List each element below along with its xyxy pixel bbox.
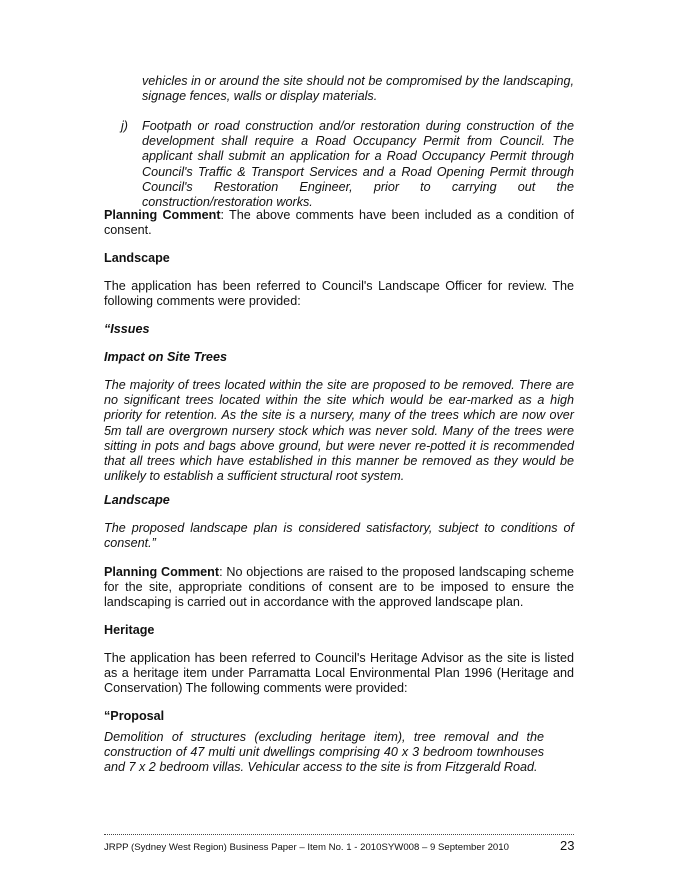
planning-comment-2-text: : No objections are raised to the proposed landscaping scheme for the site, appropriate conditions of consent are to be imposed to ensure the landscaping is carried out in accordance with the approved landscape plan. bbox=[104, 565, 575, 610]
page-number: 23 bbox=[560, 838, 575, 853]
issues-heading: “Issues bbox=[104, 322, 150, 336]
landscape-intro: The application has been referred to Council's Landscape Officer for review. The following comments were provided: bbox=[104, 279, 574, 309]
continuation-paragraph: vehicles in or around the site should not be compromised by the landscaping, signage fences, walls or display materials. bbox=[142, 74, 574, 104]
landscape-heading: Landscape bbox=[104, 251, 170, 265]
impact-heading: Impact on Site Trees bbox=[104, 350, 227, 364]
planning-comment-1-label: Planning Comment bbox=[104, 208, 221, 222]
heritage-intro: The application has been referred to Council's Heritage Advisor as the site is listed as a heritage item under Parramatta Local Environmental Plan 1996 (Heritage and Conservation) The following comments were provided: bbox=[104, 651, 574, 696]
footer-text: JRPP (Sydney West Region) Business Paper – Item No. 1 - 2010SYW008 – 9 September 2010 bbox=[104, 842, 509, 853]
planning-comment-2-label: Planning Comment bbox=[104, 565, 220, 579]
proposal-paragraph: Demolition of structures (excluding heritage item), tree removal and the construction of 47 multi unit dwellings comprising 40 x 3 bedroom townhouses and 7 x 2 bedroom villas. Vehicular access to the site is from Fitzgerald Road. bbox=[104, 730, 544, 775]
planning-comment-2 bbox=[104, 565, 574, 611]
landscape-sub-paragraph: The proposed landscape plan is considered satisfactory, subject to conditions of consent.” bbox=[104, 521, 574, 551]
item-j-text: Footpath or road construction and/or restoration during construction of the development shall require a Road Occupancy Permit from Council. The applicant shall submit an application for a Road Occupancy Permit through Council's Traffic & Transport Services and a Road Opening Permit through Council's Restoration Engineer, prior to carrying out the construction/restoration works. bbox=[142, 119, 574, 210]
planning-comment-1 bbox=[104, 208, 574, 238]
footer-divider bbox=[104, 834, 574, 835]
impact-paragraph: The majority of trees located within the site are proposed to be removed. There are no significant trees located within the site which would be ear-marked as a high priority for retention. As the site is a nursery, many of the trees which are now over 5m tall are overgrown nursery stock which was never sold. Many of the trees were sitting in pots and bags above ground, but were never re-potted it is recommended that all trees which have established in this manner be removed as they would be unlikely to establish a sufficient structural root system. bbox=[104, 378, 574, 484]
landscape-subheading: Landscape bbox=[104, 493, 170, 507]
heritage-heading: Heritage bbox=[104, 623, 155, 637]
item-j-label: j) bbox=[121, 119, 128, 133]
proposal-heading: “Proposal bbox=[104, 709, 165, 723]
planning-comment-1-text: : The above comments have been included as a condition of consent. bbox=[104, 208, 574, 238]
